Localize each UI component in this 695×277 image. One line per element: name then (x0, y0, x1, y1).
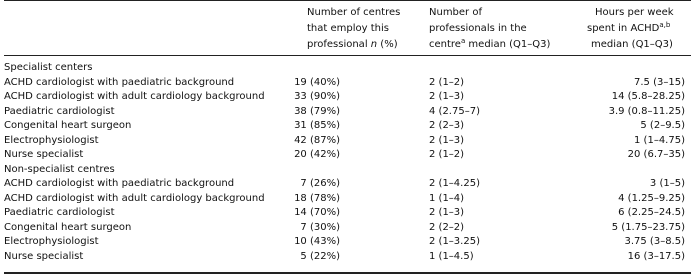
professionals-cell: 2 (2–2) (429, 221, 465, 233)
hours-cell: 5 (2–9.5) (640, 120, 685, 131)
professional-name: ACHD cardiologist with adult cardiology background (4, 192, 265, 204)
table-row (4, 250, 691, 265)
centres-cell: 42 (87%) (294, 134, 340, 146)
centres-cell: 18 (78%) (294, 192, 340, 204)
section-title: Non-specialist centres (4, 163, 115, 175)
header-professionals (429, 5, 550, 53)
professionals-cell: 2 (1–2) (429, 149, 465, 160)
table-row (4, 148, 691, 163)
centres-cell: 38 (79%) (294, 105, 340, 117)
table-row (4, 90, 691, 105)
professionals-cell: 1 (1–4.5) (429, 250, 474, 262)
professional-name: Congenital heart surgeon (4, 221, 132, 233)
header-centres-line3-text: professional (307, 39, 368, 50)
professional-name: Paediatric cardiologist (4, 105, 115, 117)
professionals-cell: 4 (2.75–7) (429, 105, 480, 117)
hours-cell: 6 (2.25–24.5) (618, 207, 685, 218)
professionals-cell: 2 (1–4.25) (429, 178, 480, 189)
section-heading (4, 61, 691, 76)
professional-name: Paediatric cardiologist (4, 207, 115, 218)
header-hours-line2 (587, 21, 674, 37)
professionals-cell: 2 (1–3) (429, 91, 465, 102)
header-rule (4, 55, 691, 56)
centres-cell: 5 (22%) (300, 250, 340, 262)
header-hours-line2a: spent in ACHD (587, 23, 660, 34)
centres-cell: 10 (43%) (294, 236, 340, 247)
professional-name: Electrophysiologist (4, 134, 99, 146)
professional-name: ACHD cardiologist with adult cardiology background (4, 91, 265, 102)
header-professionals-line2: professionals in the (429, 23, 527, 34)
header-centres-line1: Number of centres (307, 7, 401, 18)
header-professionals-line3 (429, 37, 550, 53)
professional-name: ACHD cardiologist with paediatric background (4, 76, 235, 88)
professional-name: Congenital heart surgeon (4, 120, 132, 131)
table-row (4, 235, 691, 250)
header-hours-line3: median (Q1–Q3) (591, 39, 673, 50)
centres-cell: 31 (85%) (294, 120, 340, 131)
header-professionals-line3b: median (Q1–Q3) (465, 39, 551, 50)
centres-cell: 20 (42%) (294, 149, 340, 160)
hours-cell: 20 (6.7–35) (627, 149, 685, 160)
hours-cell: 3.9 (0.8–11.25) (608, 105, 685, 117)
professionals-cell: 2 (1–3.25) (429, 236, 480, 247)
header-professionals-line3a: centre (429, 39, 461, 50)
header-centres-line3 (307, 37, 400, 53)
table-row (4, 221, 691, 236)
header-professionals-sup: a (460, 37, 466, 45)
professionals-cell: 2 (1–2) (429, 76, 465, 88)
hours-cell: 4 (1.25–9.25) (618, 192, 685, 204)
table (4, 0, 691, 277)
centres-cell: 7 (30%) (300, 221, 340, 233)
top-rule (4, 0, 691, 1)
professional-name: Electrophysiologist (4, 236, 99, 247)
hours-cell: 7.5 (3–15) (634, 76, 685, 88)
table-row (4, 76, 691, 91)
table-row (4, 192, 691, 207)
section-title: Specialist centers (4, 62, 93, 73)
professionals-cell: 2 (1–3) (429, 207, 465, 218)
table-row (4, 134, 691, 149)
header-hours-sup: a,b (659, 21, 671, 29)
centres-cell: 33 (90%) (294, 91, 340, 102)
section-heading (4, 163, 691, 178)
hours-cell: 14 (5.8–28.25) (611, 91, 685, 102)
hours-cell: 5 (1.75–23.75) (611, 221, 685, 233)
centres-cell: 14 (70%) (294, 207, 340, 218)
professionals-cell: 1 (1–4) (429, 192, 465, 204)
professional-name: ACHD cardiologist with paediatric background (4, 178, 235, 189)
header-professionals-line1: Number of (429, 7, 482, 18)
table-body (4, 61, 691, 264)
table-row (4, 206, 691, 221)
header-hours-line1: Hours per week (595, 7, 674, 18)
table-row (4, 105, 691, 120)
bottom-rule (4, 272, 691, 274)
table-row (4, 177, 691, 192)
header-centres-tail: (%) (377, 39, 398, 50)
header-centres-line2: that employ this (307, 23, 389, 34)
header-centres (307, 5, 400, 53)
header-hours (587, 5, 674, 53)
header-centres-n: n (370, 39, 378, 50)
hours-cell: 16 (3–17.5) (627, 250, 685, 262)
hours-cell: 3.75 (3–8.5) (624, 236, 685, 247)
centres-cell: 19 (40%) (294, 76, 340, 88)
professionals-cell: 2 (2–3) (429, 120, 465, 131)
hours-cell: 1 (1–4.75) (634, 134, 685, 146)
professional-name: Nurse specialist (4, 149, 84, 160)
centres-cell: 7 (26%) (300, 178, 340, 189)
professional-name: Nurse specialist (4, 250, 84, 262)
table-row (4, 119, 691, 134)
professionals-cell: 2 (1–3) (429, 134, 465, 146)
hours-cell: 3 (1–5) (649, 178, 685, 189)
